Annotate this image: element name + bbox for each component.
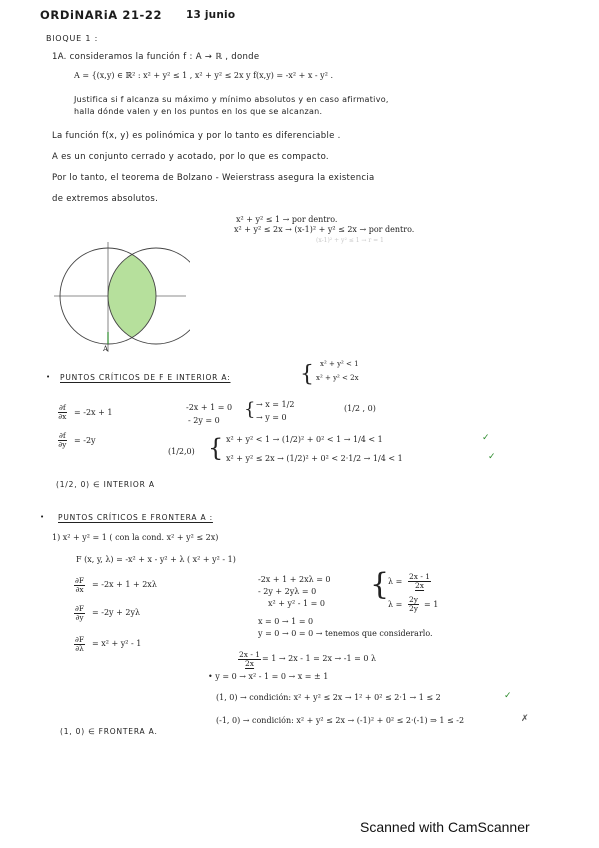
brace-icon: { bbox=[244, 399, 256, 420]
point-1-0-check: (1, 0) → condición: x² + y² ≤ 2x → 1² + 0² ≤ 2·1 → 1 ≤ 2 bbox=[216, 693, 441, 702]
system-eq-1: -2x + 1 + 2xλ = 0 bbox=[258, 575, 331, 584]
interior-check-1: x² + y² < 1 → (1/2)² + 0² < 1 → 1/4 < 1 bbox=[226, 435, 383, 444]
partial-fy-expr: = -2y bbox=[74, 436, 96, 445]
lambda-frac: $\frac{2x - 1}{2x}$ bbox=[239, 650, 261, 668]
partial-Fx: $\frac{\partial F}{\partial x}$ bbox=[75, 576, 85, 594]
interior-eq-1: -2x + 1 = 0 bbox=[186, 403, 233, 412]
checkmark-icon: ✓ bbox=[482, 433, 490, 443]
lambda-1-frac: $\frac{2x - 1}{2x}$ bbox=[409, 572, 431, 590]
boundary-heading: PUNTOS CRÍTICOS E FRONTERA A : bbox=[58, 513, 213, 522]
point-neg1-0-check: (-1, 0) → condición: x² + y² ≤ 2x → (-1)² + 0² ≤ 2·(-1) ⇒ 1 ≤ -2 bbox=[216, 716, 465, 725]
interior-cond-1: x² + y² < 1 bbox=[320, 360, 359, 368]
interior-point: (1/2 , 0) bbox=[344, 404, 376, 413]
brace-icon: { bbox=[300, 362, 314, 387]
lambda-frac-tail: = 1 → 2x - 1 = 2x → -1 = 0 λ bbox=[262, 654, 377, 663]
boundary-result: (1, 0) ∈ FRONTERA A. bbox=[60, 727, 158, 736]
partial-Flambda: $\frac{\partial F}{\partial\lambda}$ bbox=[75, 635, 85, 653]
intro-line-2: A es un conjunto cerrado y acotado, por lo que es compacto. bbox=[52, 152, 329, 162]
checkmark-icon: ✓ bbox=[504, 691, 512, 701]
x-zero-case: x = 0 → 1 = 0 bbox=[258, 617, 314, 626]
interior-sol-2: → y = 0 bbox=[256, 413, 287, 422]
brace-icon: { bbox=[370, 567, 390, 602]
partial-Fy: $\frac{\partial F}{\partial y}$ bbox=[75, 604, 85, 622]
problem-line-3: Justifica si f alcanza su máximo y mínimo absolutos y en caso afirmativo, bbox=[74, 95, 389, 104]
interior-result: (1/2, 0) ∈ INTERIOR A bbox=[56, 480, 155, 489]
region-line-2: x² + y² ≤ 2x → (x-1)² + y² ≤ 2x → por dentro. bbox=[234, 225, 415, 234]
y-zero-subcase: • y = 0 → x² - 1 = 0 → x = ± 1 bbox=[208, 672, 329, 681]
interior-cond-2: x² + y² < 2x bbox=[316, 374, 359, 382]
checkmark-icon: ✓ bbox=[488, 452, 496, 462]
problem-line-2: A = {(x,y) ∈ ℝ² : x² + y² ≤ 1 , x² + y² ≤ 2x y f(x,y) = -x² + x - y² . bbox=[74, 71, 333, 80]
partial-Fy-expr: = -2y + 2yλ bbox=[92, 608, 141, 617]
partial-fx: $\frac{\partial f}{\partial x}$ bbox=[58, 403, 67, 421]
region-graph bbox=[50, 240, 190, 356]
intro-line-4: de extremos absolutos. bbox=[52, 194, 159, 204]
interior-check-2: x² + y² ≤ 2x → (1/2)² + 0² < 2·1/2 → 1/4 < 1 bbox=[226, 454, 403, 463]
intro-line-3: Por lo tanto, el teorema de Bolzano - Weierstrass asegura la existencia bbox=[52, 173, 375, 183]
intro-line-1: La función f(x, y) es polinómica y por lo tanto es diferenciable . bbox=[52, 131, 341, 141]
cross-mark-icon: ✗ bbox=[521, 714, 529, 724]
interior-heading: PUNTOS CRÍTICOS DE F E INTERIOR A: bbox=[60, 373, 231, 382]
lagrangian: F (x, y, λ) = -x² + x - y² + λ ( x² + y² - 1) bbox=[76, 555, 236, 564]
bullet-icon: • bbox=[40, 513, 45, 521]
boundary-case: 1) x² + y² = 1 ( con la cond. x² + y² ≤ 2x) bbox=[52, 533, 219, 542]
problem-line-4: halla dónde valen y en los puntos en los que se alcanzan. bbox=[74, 107, 323, 116]
lambda-2-suffix: = 1 bbox=[424, 600, 439, 609]
lambda-1-prefix: λ = bbox=[388, 577, 403, 586]
interior-sol-1: → x = 1/2 bbox=[256, 400, 295, 409]
region-faint-note: (x-1)² + y² ≤ 1 → r = 1 bbox=[316, 237, 384, 244]
date: 13 junio bbox=[186, 9, 236, 21]
region-line-1: x² + y² ≤ 1 → por dentro. bbox=[236, 215, 338, 224]
y-zero-case: y = 0 → 0 = 0 → tenemos que considerarlo. bbox=[258, 629, 433, 638]
block-label: BlOQUE 1 : bbox=[46, 34, 99, 43]
partial-Fx-expr: = -2x + 1 + 2xλ bbox=[92, 580, 157, 589]
problem-line-1: 1A. consideramos la función f : A → ℝ , donde bbox=[52, 52, 260, 62]
bullet-icon: • bbox=[46, 373, 51, 381]
brace-icon: { bbox=[208, 434, 224, 462]
system-eq-2: - 2y + 2yλ = 0 bbox=[258, 587, 317, 596]
page-title: ORDiNARiA 21-22 bbox=[40, 8, 163, 22]
system-eq-3: x² + y² - 1 = 0 bbox=[268, 599, 325, 608]
interior-point-2: (1/2,0) bbox=[168, 447, 195, 456]
partial-fx-expr: = -2x + 1 bbox=[74, 408, 113, 417]
graph-label-a: A bbox=[103, 345, 109, 353]
camscanner-watermark: Scanned with CamScanner bbox=[360, 819, 530, 835]
lambda-2-frac: $\frac{2y}{2y}$ bbox=[409, 595, 419, 613]
partial-Flambda-expr: = x² + y² - 1 bbox=[92, 639, 142, 648]
partial-fy: $\frac{\partial f}{\partial y}$ bbox=[58, 431, 67, 449]
interior-eq-2: - 2y = 0 bbox=[188, 416, 220, 425]
lambda-2-prefix: λ = bbox=[388, 600, 403, 609]
